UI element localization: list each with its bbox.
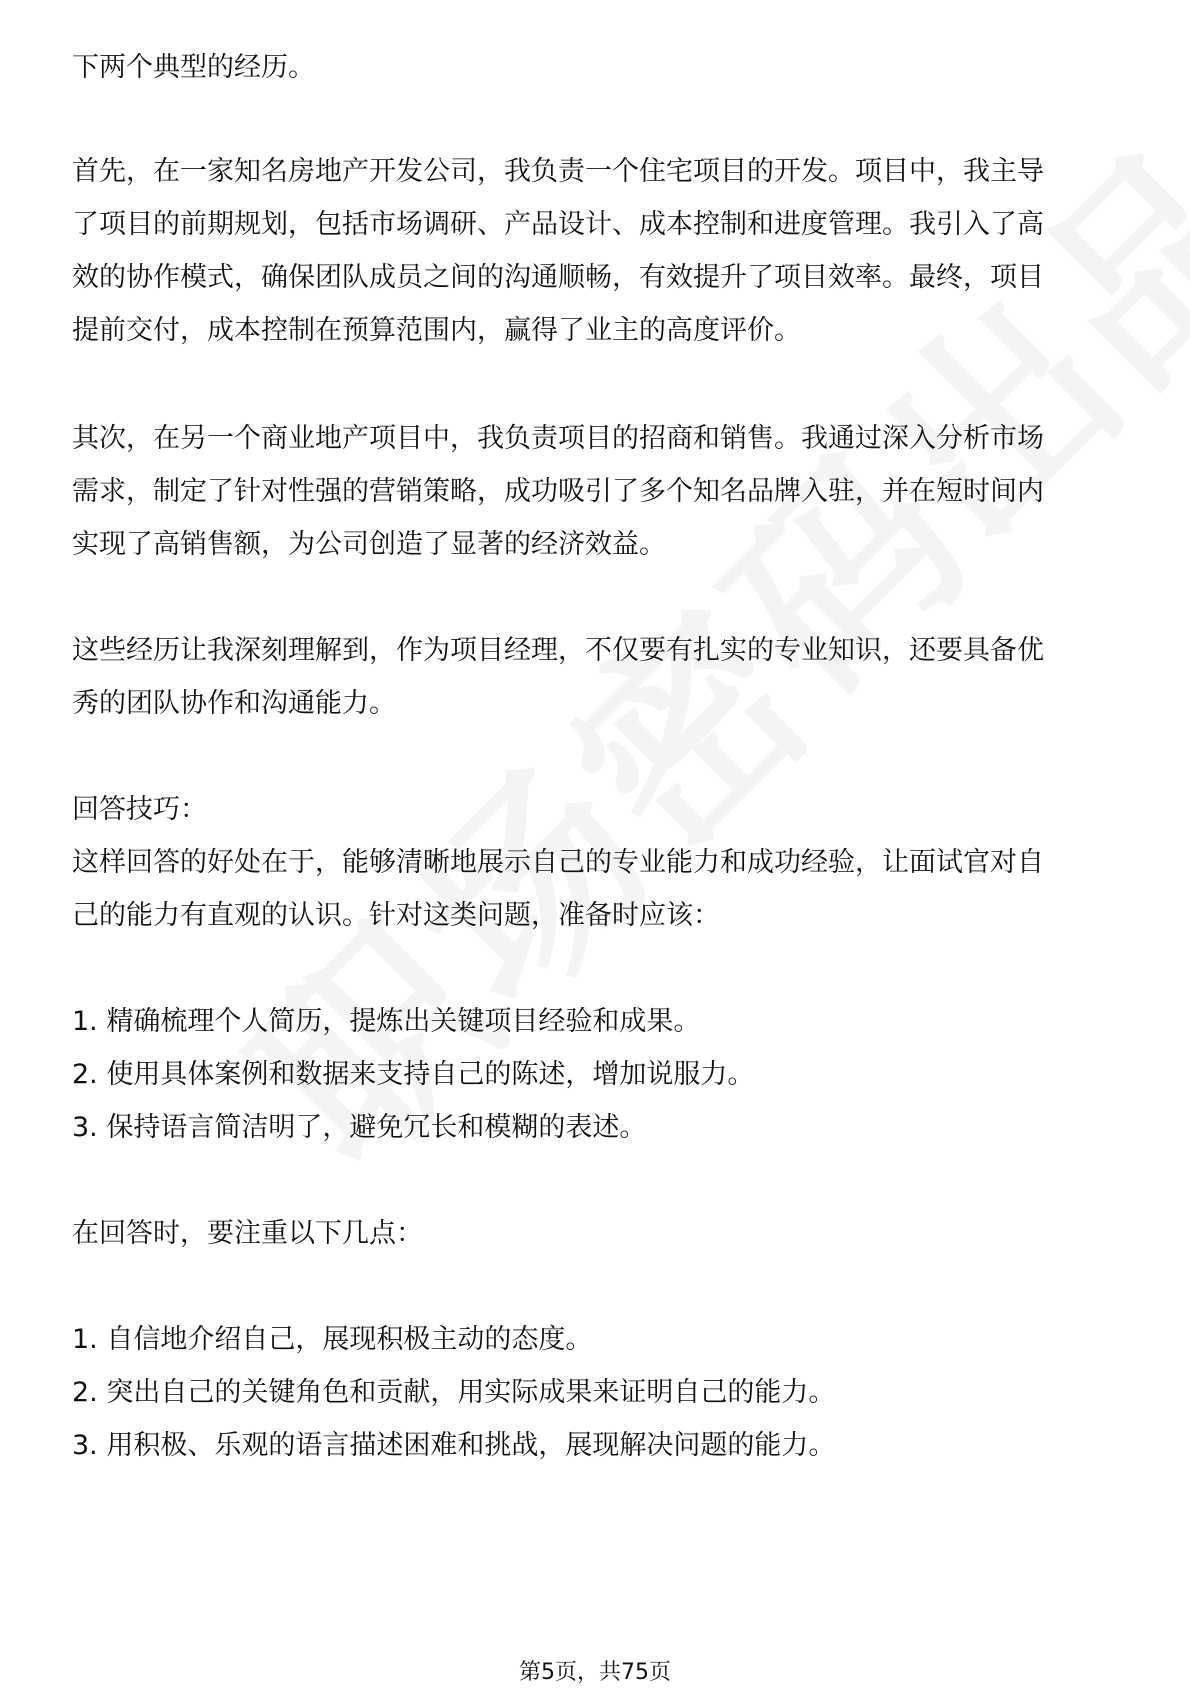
section-heading: 回答技巧： (72, 794, 207, 825)
list-item: 1. 精确梳理个人简历，提炼出关键项目经验和成果。 (72, 1006, 701, 1037)
list-item: 2. 突出自己的关键角色和贡献，用实际成果来证明自己的能力。 (72, 1377, 836, 1408)
paragraph-line: 这些经历让我深刻理解到，作为项目经理，不仅要有扎实的专业知识，还要具备优 (72, 635, 1044, 666)
paragraph-line: 首先，在一家知名房地产开发公司，我负责一个住宅项目的开发。项目中，我主导 (72, 156, 1044, 187)
page-number: 第5页，共75页 (519, 1660, 671, 1685)
paragraph-line: 秀的团队协作和沟通能力。 (72, 688, 396, 719)
list-item: 2. 使用具体案例和数据来支持自己的陈述，增加说服力。 (72, 1059, 755, 1090)
paragraph-line: 实现了高销售额，为公司创造了显著的经济效益。 (72, 529, 666, 560)
paragraph-line: 了项目的前期规划，包括市场调研、产品设计、成本控制和进度管理。我引入了高 (72, 209, 1044, 240)
list-item: 3. 用积极、乐观的语言描述困难和挑战，展现解决问题的能力。 (72, 1430, 836, 1461)
paragraph-line: 提前交付，成本控制在预算范围内，赢得了业主的高度评价。 (72, 315, 801, 346)
paragraph-line: 效的协作模式，确保团队成员之间的沟通顺畅，有效提升了项目效率。最终，项目 (72, 262, 1044, 293)
paragraph-line: 己的能力有直观的认识。针对这类问题，准备时应该： (72, 900, 720, 931)
paragraph-line: 在回答时，要注重以下几点： (72, 1218, 423, 1249)
paragraph-line: 其次，在另一个商业地产项目中，我负责项目的招商和销售。我通过深入分析市场 (72, 423, 1044, 454)
paragraph-line: 需求，制定了针对性强的营销策略，成功吸引了多个知名品牌入驻，并在短时间内 (72, 476, 1044, 507)
list-item: 3. 保持语言简洁明了，避免冗长和模糊的表述。 (72, 1112, 647, 1143)
list-item: 1. 自信地介绍自己，展现积极主动的态度。 (72, 1324, 593, 1355)
paragraph-line: 下两个典型的经历。 (72, 52, 315, 83)
paragraph-line: 这样回答的好处在于，能够清晰地展示自己的专业能力和成功经验，让面试官对自 (72, 847, 1044, 878)
